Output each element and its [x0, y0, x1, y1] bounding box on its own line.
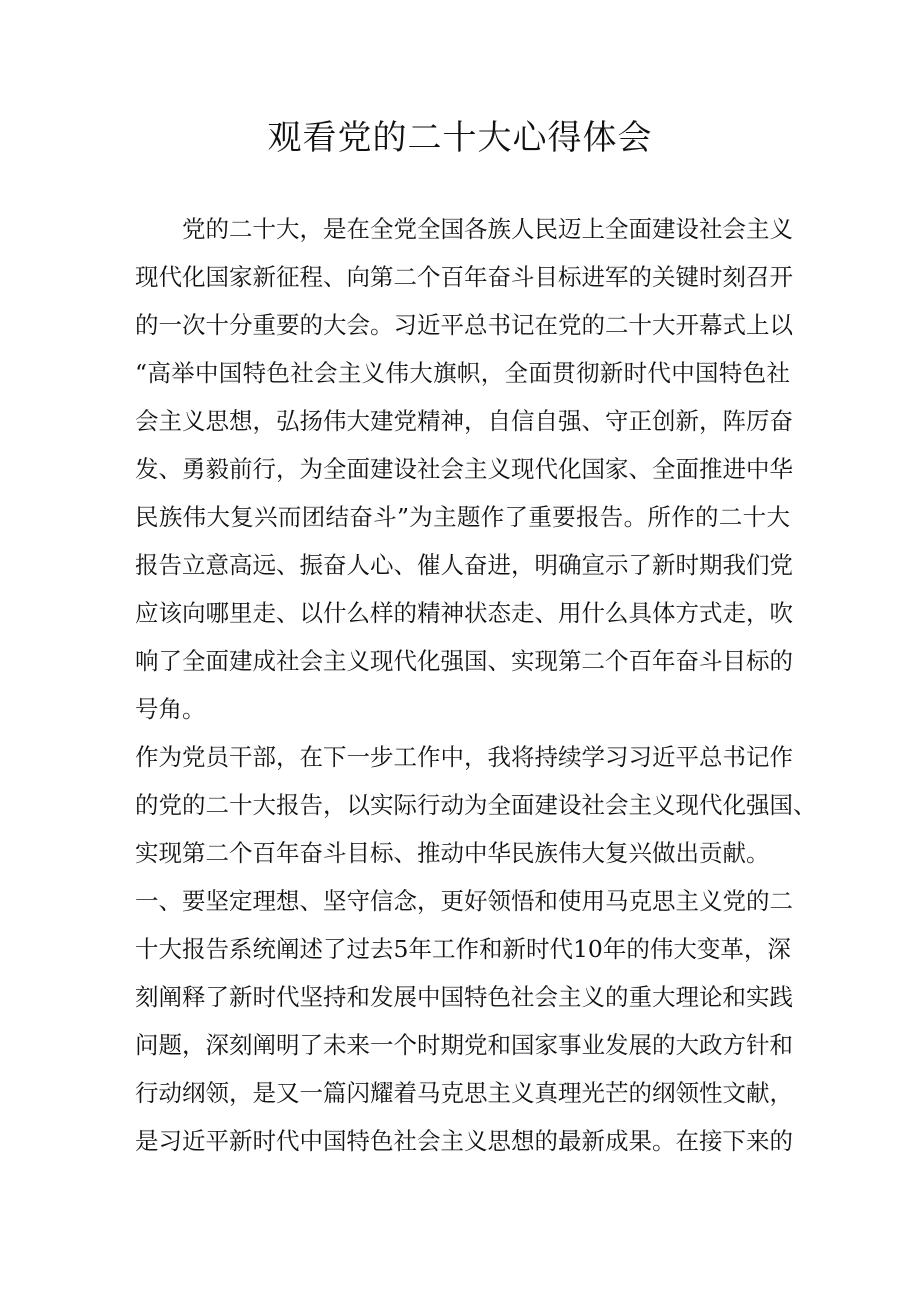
- text-line: 一、要坚定理想、坚守信念，更好领悟和使用马克思主义党的二: [135, 887, 793, 915]
- text-line: 响了全面建成社会主义现代化强国、实现第二个百年奋斗目标的: [135, 647, 793, 675]
- text-line: 的党的二十大报告，以实际行动为全面建设社会主义现代化强国、: [135, 791, 817, 819]
- text-line: 号角。: [135, 695, 206, 723]
- text-line: 的一次十分重要的大会。习近平总书记在党的二十大开幕式上以: [135, 311, 793, 339]
- text-line: 行动纲领，是又一篇闪耀着马克思主义真理光芒的纲领性文献，: [135, 1079, 793, 1107]
- text-line: 报告立意高远、振奋人心、催人奋进，明确宣示了新时期我们党: [135, 551, 793, 579]
- text-line: “高举中国特色社会主义伟大旗帜，全面贯彻新时代中国特色社: [135, 359, 790, 387]
- text-line: 民族伟大复兴而团结奋斗”为主题作了重要报告。所作的二十大: [135, 503, 790, 531]
- text-line: 问题，深刻阐明了未来一个时期党和国家事业发展的大政方针和: [135, 1031, 793, 1059]
- text-line: 会主义思想，弘扬伟大建党精神，自信自强、守正创新，阵厉奋: [135, 407, 793, 435]
- text-line: 应该向哪里走、以什么样的精神状态走、用什么具体方式走，吹: [135, 599, 793, 627]
- text-line: 十大报告系统阐述了过去5年工作和新时代10年的伟大变革，深: [135, 935, 791, 963]
- text-line: 刻阐释了新时代坚持和发展中国特色社会主义的重大理论和实践: [135, 983, 793, 1011]
- text-line: 是习近平新时代中国特色社会主义思想的最新成果。在接下来的: [135, 1127, 793, 1155]
- text-line: 实现第二个百年奋斗目标、推动中华民族伟大复兴做出贡献。: [135, 839, 770, 867]
- document-body: [135, 205, 817, 1165]
- document-title: 观看党的二十大心得体会: [267, 118, 653, 158]
- text-line: 党的二十大，是在全党全国各族人民迈上全面建设社会主义: [182, 215, 793, 243]
- text-line: 作为党员干部，在下一步工作中，我将持续学习习近平总书记作: [135, 743, 793, 771]
- text-line: 发、勇毅前行，为全面建设社会主义现代化国家、全面推进中华: [135, 455, 793, 483]
- text-line: 现代化国家新征程、向第二个百年奋斗目标进军的关键时刻召开: [135, 263, 793, 291]
